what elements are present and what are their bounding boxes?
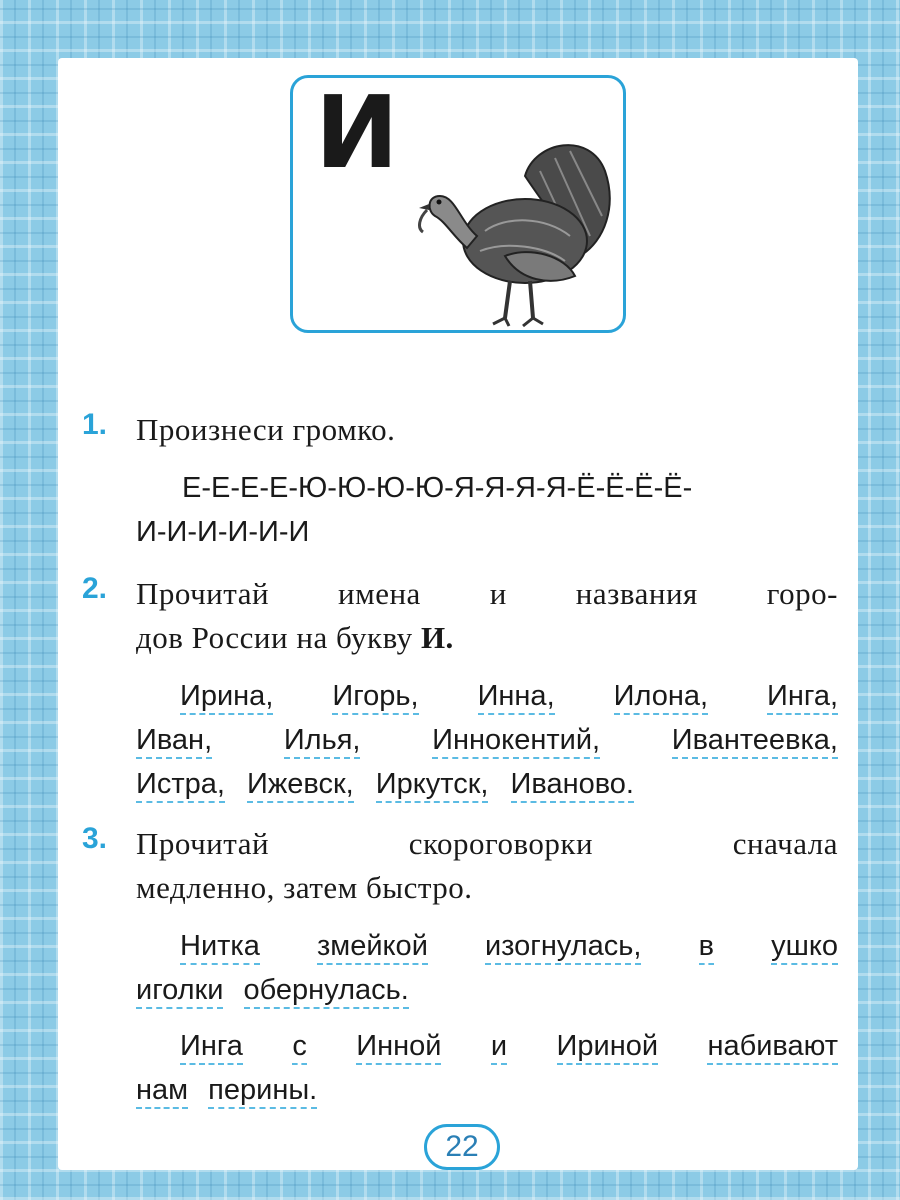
twister-line — [136, 1024, 838, 1068]
word: Илья, — [284, 724, 361, 759]
instruction-line: Прочитай скороговорки сначала — [136, 826, 838, 861]
word: Ижевск, — [247, 768, 354, 803]
word: и — [491, 1030, 507, 1065]
letter-card — [290, 75, 626, 333]
word: иголки — [136, 974, 223, 1009]
word: Иркутск, — [376, 768, 489, 803]
task-number: 3. — [82, 822, 108, 855]
word: Ирина, — [180, 680, 273, 715]
turkey-icon — [405, 136, 615, 332]
word: набивают — [707, 1030, 838, 1065]
names-line — [136, 718, 838, 762]
task-instruction: Произнеси громко. — [136, 412, 396, 447]
names-line — [136, 674, 838, 718]
task-3 — [82, 822, 838, 1112]
word: Истра, — [136, 768, 225, 803]
letter-sequence — [182, 466, 838, 510]
task-1 — [82, 408, 838, 554]
instruction-letter: И. — [420, 620, 454, 655]
word: змейкой — [317, 930, 428, 965]
word: перины. — [208, 1074, 317, 1109]
word: Инна, — [478, 680, 555, 715]
word: нам — [136, 1074, 188, 1109]
twister-line — [136, 1068, 838, 1112]
word: ушко — [771, 930, 838, 965]
page-number: 22 — [424, 1124, 500, 1170]
task-instruction — [136, 572, 838, 660]
twister-line — [136, 924, 838, 968]
word: Иваново. — [511, 768, 634, 803]
letter-heading: И — [315, 74, 399, 191]
twister-line — [136, 968, 838, 1012]
word: Инга — [180, 1030, 243, 1065]
task-number: 2. — [82, 572, 108, 605]
names-line — [136, 762, 838, 806]
instruction-line: Прочитай имена и названия горо- — [136, 576, 838, 611]
word: в — [699, 930, 714, 965]
word: Ириной — [557, 1030, 659, 1065]
names-list — [136, 674, 838, 806]
word: Иван, — [136, 724, 212, 759]
word: Инга, — [767, 680, 838, 715]
word: Нитка — [180, 930, 260, 965]
sequence-line: Е-Е-Е-Е-Ю-Ю-Ю-Ю-Я-Я-Я-Я-Ё-Ё-Ё-Ё- — [182, 472, 693, 504]
sequence-line: И-И-И-И-И-И — [136, 516, 310, 548]
tongue-twisters — [136, 924, 838, 1112]
task-instruction — [136, 822, 838, 910]
word: Инной — [356, 1030, 441, 1065]
word: с — [292, 1030, 307, 1065]
instruction-line: дов России на букву — [136, 620, 413, 655]
letter-sequence-continued — [136, 510, 838, 554]
word: Ивантеевка, — [672, 724, 838, 759]
word: Игорь, — [332, 680, 418, 715]
task-2 — [82, 572, 838, 806]
word: изогнулась, — [485, 930, 641, 965]
word: обернулась. — [244, 974, 409, 1009]
instruction-line: медленно, затем быстро. — [136, 870, 473, 905]
word: Илона, — [614, 680, 708, 715]
word: Иннокентий, — [432, 724, 600, 759]
task-number: 1. — [82, 408, 108, 441]
